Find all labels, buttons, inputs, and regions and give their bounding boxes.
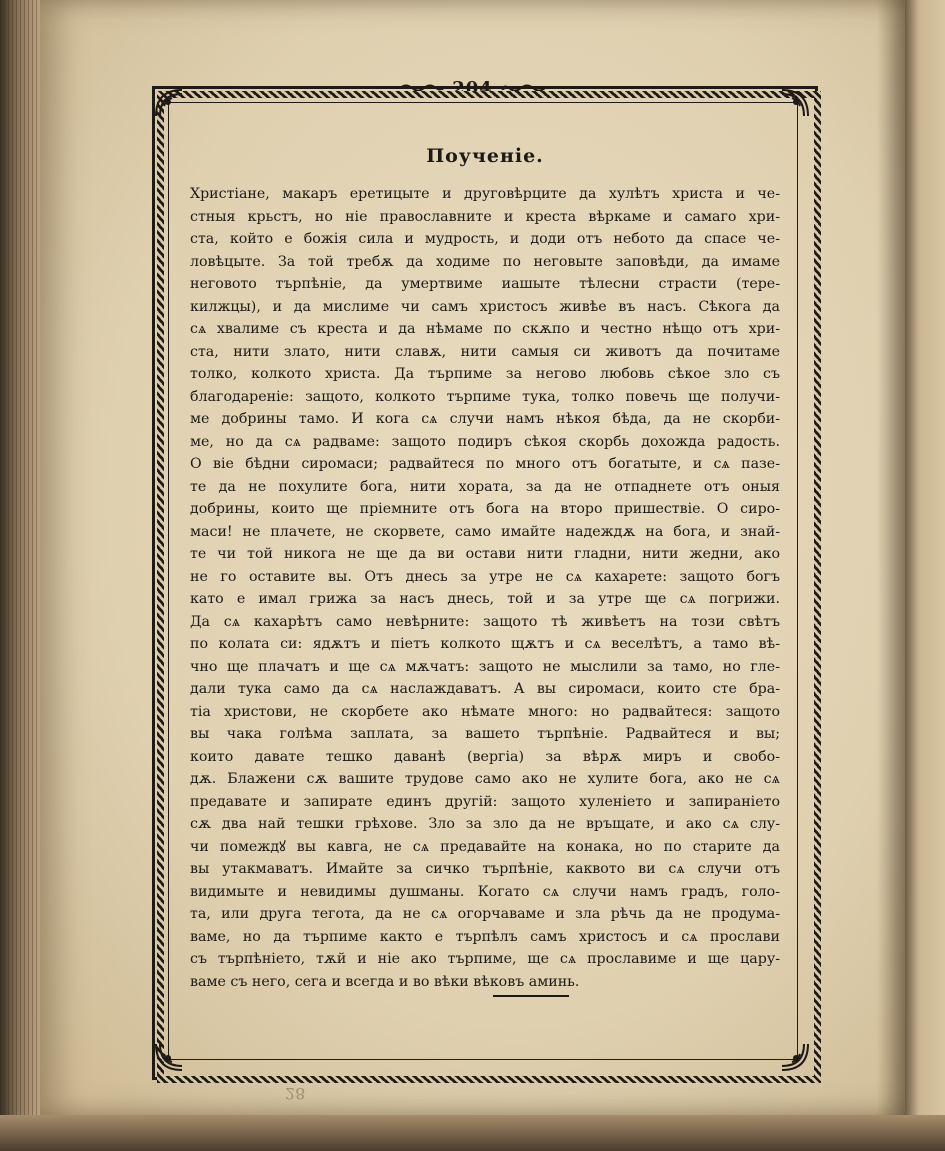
text-line: маси! не плачете, не скорвете, само имайте надеждѫ на бога, и знай- — [190, 523, 780, 540]
text-line: толко, колкото христа. Да търпиме за негово любовь сѣкое зло съ — [190, 366, 780, 382]
text-line: чи помеждꙋ вы кавга, не сѧ предавайте на конака, но по старите да — [190, 838, 780, 855]
text-line: те чи той никога не ще да ви остави нити гладни, нити жедни, ако — [190, 546, 780, 562]
text-line: добрины, които ще пріемните отъ бога на второ пришествіе. О сиро- — [190, 501, 780, 517]
text-line: дѫ. Блажени сѫ вашите трудове само ако не хулите бога, ако не сѧ — [190, 771, 780, 787]
text-line: вы чака голѣма заплата, за вашето търпѣніе. Радвайтеся и вы; — [190, 726, 780, 742]
text-line: чно ще плачатъ и ще сѧ мѫчатъ: защото не мыслили за тамо, но гле- — [190, 658, 780, 675]
text-line: О віе бѣдни сиромаси; радвайтеся по много отъ богатыте, и сѧ пазе- — [190, 456, 780, 472]
text-line: ме, но да сѧ радваме: защото подиръ сѣкоя скорбь дохождa радость. — [190, 433, 780, 450]
book-bottom-edge — [0, 1115, 945, 1151]
text-line: та, или друга тегота, да не сѧ огорчаваме и зла рѣчь да не продума- — [190, 906, 780, 922]
text-line: сѫ два най тешки грѣхове. Зло за зло да не връщате, и ако сѧ слу- — [190, 816, 780, 832]
corner-ornament-icon — [152, 1040, 186, 1074]
closing-rule — [493, 995, 569, 997]
text-line: неговото търпѣніе, да умертвиме иашыте тѣлесни страсти (тере- — [190, 276, 780, 292]
text-line: които давате тешко даванѣ (вергіа) за вѣрѫ миръ и свобо- — [190, 748, 780, 765]
text-line: ме добрины тамо. И кога сѧ случи намъ нѣкоя бѣда, да не скорби- — [190, 411, 780, 427]
text-line: дали тука само да сѧ наслаждаватъ. А вы сиромаси, които сте бра- — [190, 681, 780, 697]
page-title: Поученіе. — [426, 145, 544, 167]
text-line: Да сѧ кахарѣтъ само невѣрните: защото тѣ живѣетъ на този свѣтъ — [190, 613, 780, 630]
text-line: Христіане, макаръ еретицыте и друговѣрците да хулѣтъ христа и че- — [190, 186, 780, 202]
text-line: килжцы), и да мислиме чи самъ христосъ живѣе въ насъ. Сѣкога да — [190, 298, 780, 315]
text-line: те да не похулите бога, нити хората, за да не отпаднете отъ оныя — [190, 478, 780, 495]
text-line: благодареніе: защото, колкото търпиме тука, толко повечь ще получи- — [190, 388, 780, 405]
text-line: ваме, но да търпиме както е търпѣлъ самъ христосъ и сѧ прослави — [190, 928, 780, 945]
text-line: сѧ хвалиме съ креста и да нѣмаме по скѫпо и честно нѣщо отъ хри- — [190, 321, 780, 337]
text-lines — [190, 183, 780, 993]
bleed-through-number: 28 — [285, 1084, 306, 1103]
text-line: стныя крьстъ, но ніе православните и креста вѣркаме и самаго хри- — [190, 208, 780, 225]
corner-ornament-icon — [778, 86, 812, 120]
corner-ornament-icon — [778, 1040, 812, 1074]
page-number: 204 — [452, 77, 493, 99]
text-line: ста, нити злато, нити славѫ, нити самыя си животъ да почитаме — [190, 343, 780, 360]
sermon-text — [190, 145, 780, 993]
text-line: не го оставите вы. Отъ днесь за утре не сѧ кахарете: защото богъ — [190, 568, 780, 585]
text-line: съ търпѣніето, тѫй и ніе ако търпиме, ще сѧ прославиме и ще цару- — [190, 951, 780, 967]
text-line: вы утакмаватъ. Имайте за сичко търпѣніе, каквото ви сѧ случи отъ — [190, 861, 780, 877]
text-line: предавате и запирате единъ другій: защото хуленіето и запираніето — [190, 793, 780, 810]
text-line: тіа христови, не скорбете ако нѣмате много: но радвайтеся: защото — [190, 703, 780, 720]
text-line: видимыте и невидимы душманы. Когато сѧ случи намъ градъ, голо- — [190, 883, 780, 900]
text-line: ста, който е божія сила и мудрость, и доди отъ небото да спасе че- — [190, 231, 780, 247]
text-line: по колата си: ядѫтъ и піетъ колкото щѫтъ и сѧ веселѣтъ, а тамо вѣ- — [190, 636, 780, 652]
book-page — [40, 0, 905, 1115]
corner-ornament-icon — [152, 86, 186, 120]
facing-page-edge — [905, 0, 945, 1151]
text-line: като е имал грижа за насъ днесь, той и за утре ще сѧ погрижи. — [190, 591, 780, 607]
text-line: ваме съ него, сега и всегда и во вѣки вѣковъ аминь. — [190, 973, 580, 990]
gutter-shadow — [877, 0, 905, 1115]
text-line: ловѣцыте. За той требѫ да ходиме по неговыте заповѣди, да имаме — [190, 253, 780, 270]
